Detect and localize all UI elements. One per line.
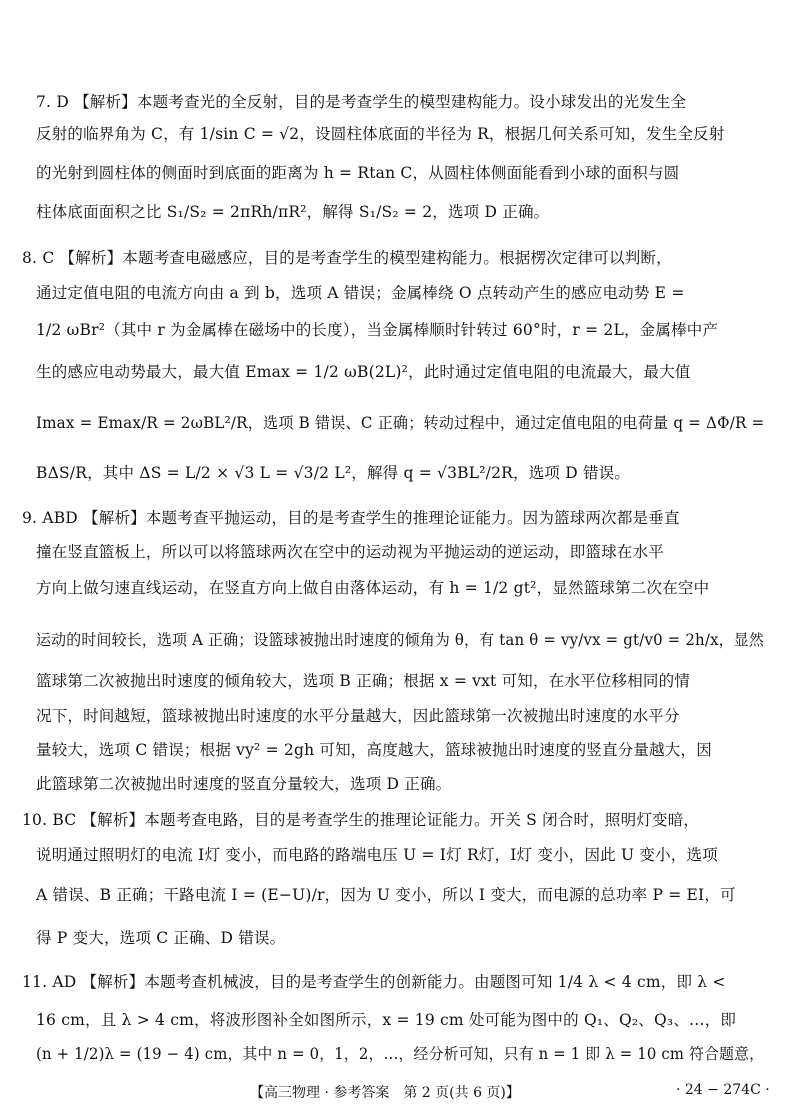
answer-9-line-8: 此篮球第二次被抛出时速度的竖直分量较大，选项 D 正确。 [36, 775, 452, 793]
answer-9-line-5: 篮球第二次被抛出时速度的倾角较大，选项 B 正确；根据 x = vxt 可知，在水平位移相同的情 [36, 672, 691, 690]
answer-7-line-1: 7. D 【解析】本题考查光的全反射，目的是考查学生的模型建构能力。设小球发出的光发生全 [36, 93, 687, 111]
answer-8-line-3: 1/2 ωBr²（其中 r 为金属棒在磁场中的长度），当金属棒顺时针转过 60°时，r = 2L，金属棒中产 [36, 321, 719, 339]
answer-8-line-5: Imax = Emax/R = 2ωBL²/R，选项 B 错误、C 正确；转动过程中，通过定值电阻的电荷量 q = ΔΦ/R = [36, 414, 765, 432]
answer-9-line-7: 量较大，选项 C 错误；根据 vy² = 2gh 可知，高度越大，篮球被抛出时速度的竖直分量越大，因 [36, 741, 712, 759]
answer-10-line-2: 说明通过照明灯的电流 I灯 变小，而电路的路端电压 U = I灯 R灯，I灯 变小，因此 U 变小，选项 [36, 846, 718, 864]
answer-7-line-4: 柱体底面面积之比 S₁/S₂ = 2πRh/πR²，解得 S₁/S₂ = 2，选项 D 正确。 [36, 203, 550, 221]
answer-7-line-3: 的光射到圆柱体的侧面时到底面的距离为 h = Rtan C，从圆柱体侧面能看到小球的面积与圆 [36, 164, 680, 182]
page-footer-code: · 24 − 274C · [676, 1082, 770, 1098]
answer-10-line-3: A 错误、B 正确；干路电流 I = (E−U)/r，因为 U 变小，所以 I 变大，而电源的总功率 P = EI，可 [36, 886, 736, 904]
page-footer-title: 【高三物理 · 参考答案 第 2 页(共 6 页)】 [250, 1085, 520, 1101]
answer-8-line-1: 8. C 【解析】本题考查电磁感应，目的是考查学生的模型建构能力。根据楞次定律可以判断， [22, 249, 672, 267]
answer-8-line-6: BΔS/R，其中 ΔS = L/2 × √3 L = √3/2 L²，解得 q = √3BL²/2R，选项 D 错误。 [36, 464, 631, 482]
answer-11-line-1: 11. AD 【解析】本题考查机械波，目的是考查学生的创新能力。由题图可知 1/4 λ < 4 cm，即 λ < [22, 973, 726, 991]
answer-9-line-2: 撞在竖直篮板上，所以可以将篮球两次在空中的运动视为平抛运动的逆运动，即篮球在水平 [36, 543, 665, 561]
answer-11-line-3: (n + 1/2)λ = (19 − 4) cm，其中 n = 0，1，2，…，经分析可知，只有 n = 1 即 λ = 10 cm 符合题意， [36, 1045, 765, 1063]
answer-8-line-4: 生的感应电动势最大，最大值 Emax = 1/2 ωB(2L)²，此时通过定值电阻的电流最大，最大值 [36, 363, 691, 381]
answer-11-line-2: 16 cm，且 λ > 4 cm，将波形图补全如图所示，x = 19 cm 处可能为图中的 Q₁、Q₂、Q₃、…，即 [36, 1011, 737, 1029]
answer-9-line-3: 方向上做匀速直线运动，在竖直方向上做自由落体运动，有 h = 1/2 gt²，显然篮球第二次在空中 [36, 579, 710, 597]
answer-9-line-6: 况下，时间越短，篮球被抛出时速度的水平分量越大，因此篮球第一次被抛出时速度的水平分 [36, 707, 680, 725]
answer-7-line-2: 反射的临界角为 C，有 1/sin C = √2，设圆柱体底面的半径为 R，根据几何关系可知，发生全反射 [36, 125, 725, 143]
answer-9-line-1: 9. ABD 【解析】本题考查平抛运动，目的是考查学生的推理论证能力。因为篮球两次都是垂直 [22, 509, 680, 527]
answer-8-line-2: 通过定值电阻的电流方向由 a 到 b，选项 A 错误；金属棒绕 O 点转动产生的感应电动势 E = [36, 284, 685, 302]
answer-9-line-4: 运动的时间较长，选项 A 正确；设篮球被抛出时速度的倾角为 θ，有 tan θ = vy/vx = gt/v0 = 2h/x，显然 [36, 631, 765, 649]
answer-10-line-1: 10. BC 【解析】本题考查电路，目的是考查学生的推理论证能力。开关 S 闭合时，照明灯变暗， [22, 811, 700, 829]
answer-10-line-4: 得 P 变大，选项 C 正确、D 错误。 [36, 929, 286, 947]
